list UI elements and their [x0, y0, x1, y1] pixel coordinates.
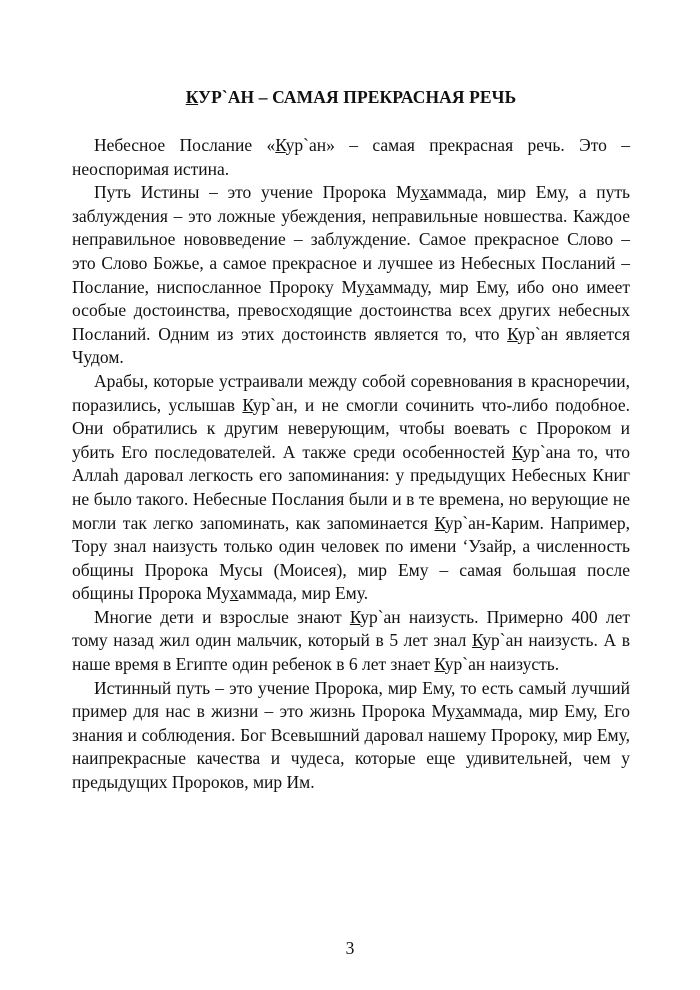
underlined-letter: К	[507, 323, 518, 344]
underlined-letter: х	[455, 701, 464, 722]
page-number: 3	[345, 938, 355, 958]
text-run: ур`ан-Карим. Например, Тору знал наизусть только один человек по имени ‘Узайр, а численность общины Пророка Мусы (Моисея), мир Ему – самая большая после общины Пророка Му	[72, 512, 631, 604]
text-run: аммада, мир Ему, а путь заблуждения – это ложные убеждения, неправильные новшества. Каждое неправильное нововведение – заблуждение. Самое прекрасное Слово – это Слово Божье, а самое прекрасное и лучшее из Небесных Посланий – Послание, ниспосланное Пророку Му	[72, 182, 630, 297]
page-content	[72, 86, 630, 795]
underlined-letter: К	[434, 512, 445, 533]
underlined-letter: К	[349, 606, 361, 627]
text-run: ур`ан является Чудом.	[72, 323, 630, 368]
text-run: ур`ан» – самая прекрасная речь. Это – неоспоримая истина.	[72, 135, 630, 179]
text-run: Небесное Послание «	[94, 135, 276, 155]
paragraph	[72, 134, 630, 181]
paragraph	[72, 370, 630, 606]
underlined-letter: х	[229, 583, 239, 604]
text-run: ур`ан, и не смогли сочинить что-либо подобное. Они обратились к другим неверующим, чтобы воевать с Пророком и убить Его последователей. А также среди особенностей	[72, 394, 630, 462]
underlined-letter: х	[365, 276, 374, 297]
text-run: Истинный путь – это учение Пророка, мир Ему, то есть самый лучший пример для нас в жизни – это жизнь Пророка Му	[72, 677, 630, 722]
text-run: аммаду, мир Ему, ибо оно имеет особые достоинства, превосходящие достоинства всех других небесных Посланий. Одним из этих достоинств является то, что	[72, 276, 630, 344]
text-run: аммада, мир Ему, Его знания и соблюдения. Бог Всевышний даровал нашему Пророку, мир Ему, наипрекрасные качества и чудеса, которые еще удивительней, чем у предыдущих Пророков, мир Им.	[72, 701, 631, 793]
underlined-letter: К	[434, 654, 445, 675]
paragraph	[72, 677, 630, 795]
underlined-letter: К	[511, 441, 523, 462]
body-text	[72, 134, 630, 795]
text-run: ур`ана то, что Аллаh даровал легкость его запоминания: у предыдущих Небесных Книг не было такого. Небесные Послания были и в те времена, но верующие не могли так легко запоминать, как запоминается	[72, 441, 630, 533]
text-run: аммада, мир Ему.	[238, 583, 369, 604]
title-text: УР`АН – САМАЯ ПРЕКРАСНАЯ РЕЧЬ	[198, 87, 517, 107]
underlined-letter: К	[242, 394, 253, 415]
text-run: Многие дети и взрослые знают	[94, 606, 350, 627]
text-run: Арабы, которые устраивали между собой соревнования в красноречии, поразились, услышав	[72, 370, 630, 415]
paragraph	[72, 181, 630, 370]
title-underlined-letter: К	[185, 87, 199, 107]
page-title	[72, 86, 630, 108]
text-run: ур`ан наизусть. Примерно 400 лет тому назад жил один мальчик, который в 5 лет знал	[72, 606, 630, 651]
text-run: ур`ан наизусть. А в наше время в Египте один ребенок в 6 лет знает	[72, 630, 630, 675]
text-run: Путь Истины – это учение Пророка Му	[94, 182, 420, 203]
underlined-letter: х	[419, 182, 429, 203]
underlined-letter: К	[275, 135, 286, 155]
underlined-letter: К	[471, 630, 483, 651]
text-run: ур`ан наизусть.	[444, 654, 560, 675]
paragraph	[72, 606, 630, 677]
